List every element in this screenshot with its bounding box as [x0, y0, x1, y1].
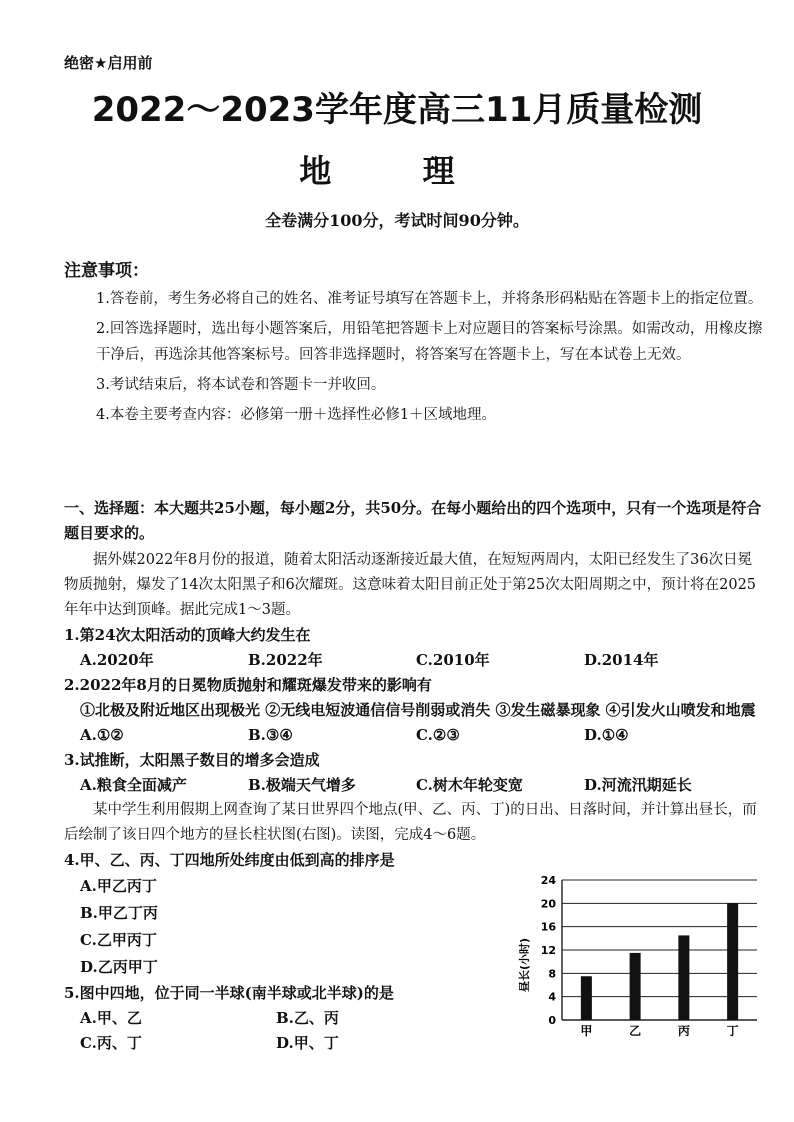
chart-y-tick-label: 16 — [540, 920, 556, 934]
q5-option-d: D.甲、丁 — [276, 1034, 339, 1052]
chart-y-tick-label: 4 — [548, 990, 556, 1004]
passage-2: 某中学生利用假期上网查询了某日世界四个地点(甲、乙、丙、丁)的日出、日落时间，并计算出昼长，而后绘制了该日四个地方的昼长柱状图(右图)。读图，完成4～6题。 — [64, 802, 757, 843]
notice-item: 2.回答选择题时，选出每小题答案后，用铅笔把答题卡上对应题目的答案标号涂黑。如需改动，用橡皮擦干净后，再选涂其他答案标号。回答非选择题时，将答案写在答题卡上，写在本试卷上无效。 — [96, 321, 763, 363]
chart-y-tick-label: 12 — [540, 944, 556, 957]
subject-title: 地 理 — [299, 152, 495, 190]
section-heading — [64, 496, 766, 546]
chart-x-tick-label: 丙 — [677, 1024, 690, 1038]
q4-option-b: B.甲乙丁丙 — [80, 904, 158, 922]
chart-y-tick-label: 8 — [548, 967, 556, 981]
chart-bar-甲 — [581, 976, 592, 1020]
q5-option-b: B.乙、丙 — [276, 1009, 339, 1027]
q2-option-b: B.③④ — [248, 726, 293, 744]
q4-stem: 4.甲、乙、丙、丁四地所处纬度由低到高的排序是 — [64, 851, 395, 869]
notice-item: 1.答卷前，考生务必将自己的姓名、准考证号填写在答题卡上，并将条形码粘贴在答题卡上的指定位置。 — [96, 291, 763, 307]
chart-y-tick-label: 0 — [548, 1014, 556, 1027]
chart-bar-丁 — [727, 903, 738, 1020]
q5-stem: 5.图中四地，位于同一半球(南半球或北半球)的是 — [64, 984, 394, 1002]
q5-option-a: A.甲、乙 — [80, 1009, 142, 1027]
chart-bar-乙 — [630, 953, 641, 1020]
chart-x-tick-label: 甲 — [580, 1024, 593, 1038]
section-heading-text: 一、选择题：本大题共25小题，每小题2分，共50分。在每小题给出的四个选项中，只有一个选项是符合题目要求的。 — [64, 499, 762, 542]
q1-stem: 1.第24次太阳活动的顶峰大约发生在 — [64, 626, 311, 644]
notice-list — [96, 286, 766, 432]
exam-title: 2022～2023学年度高三11月质量检测 — [91, 90, 703, 130]
confidential-label: 绝密★启用前 — [64, 54, 153, 72]
chart-y-tick-label: 20 — [540, 897, 556, 911]
q1-option-a: A.2020年 — [80, 651, 154, 669]
q2-statements: ①北极及附近地区出现极光 ②无线电短波通信信号削弱或消失 ③发生磁暴现象 ④引发火山喷发和地震 — [80, 701, 756, 719]
q4-option-c: C.乙甲丙丁 — [80, 931, 157, 949]
day-length-chart — [512, 870, 762, 1040]
q2-stem: 2.2022年8月的日冕物质抛射和耀斑爆发带来的影响有 — [64, 676, 432, 694]
q3-option-c: C.树木年轮变宽 — [416, 776, 523, 794]
q3-option-a: A.粮食全面减产 — [80, 776, 187, 794]
q4-option-a: A.甲乙丙丁 — [80, 877, 157, 895]
q2-option-c: C.②③ — [416, 726, 460, 744]
q5-option-c: C.丙、丁 — [80, 1034, 142, 1052]
passage-1: 据外媒2022年8月份的报道，随着太阳活动逐渐接近最大值，在短短两周内，太阳已经发生了36次日冕物质抛射，爆发了14次太阳黑子和6次耀斑。这意味着太阳目前正处于第25次太阳周期之中，预计将在2025年年中达到顶峰。据此完成1～3题。 — [64, 552, 757, 618]
q4-option-d: D.乙丙甲丁 — [80, 958, 158, 976]
q2-option-a: A.①② — [80, 726, 124, 744]
notice-item: 3.考试结束后，将本试卷和答题卡一并收回。 — [96, 377, 386, 393]
chart-bar-丙 — [678, 935, 689, 1020]
q3-stem: 3.试推断，太阳黑子数目的增多会造成 — [64, 751, 320, 769]
q3-options — [64, 773, 766, 798]
exam-info: 全卷满分100分，考试时间90分钟。 — [265, 211, 529, 230]
chart-y-axis-label: 昼长(小时) — [518, 937, 531, 993]
q2-options — [64, 723, 766, 748]
q1-options — [64, 648, 766, 673]
chart-y-tick-label: 24 — [540, 874, 556, 887]
notice-heading: 注意事项： — [64, 261, 149, 281]
chart-x-tick-label: 乙 — [629, 1024, 642, 1038]
q1-option-c: C.2010年 — [416, 651, 490, 669]
notice-item: 4.本卷主要考查内容：必修第一册＋选择性必修1＋区域地理。 — [96, 407, 497, 423]
q1-option-b: B.2022年 — [248, 651, 323, 669]
chart-x-tick-label: 丁 — [726, 1024, 739, 1038]
q3-option-b: B.极端天气增多 — [248, 776, 356, 794]
q1-option-d: D.2014年 — [584, 651, 659, 669]
q2-option-d: D.①④ — [584, 726, 629, 744]
q3-option-d: D.河流汛期延长 — [584, 776, 692, 794]
